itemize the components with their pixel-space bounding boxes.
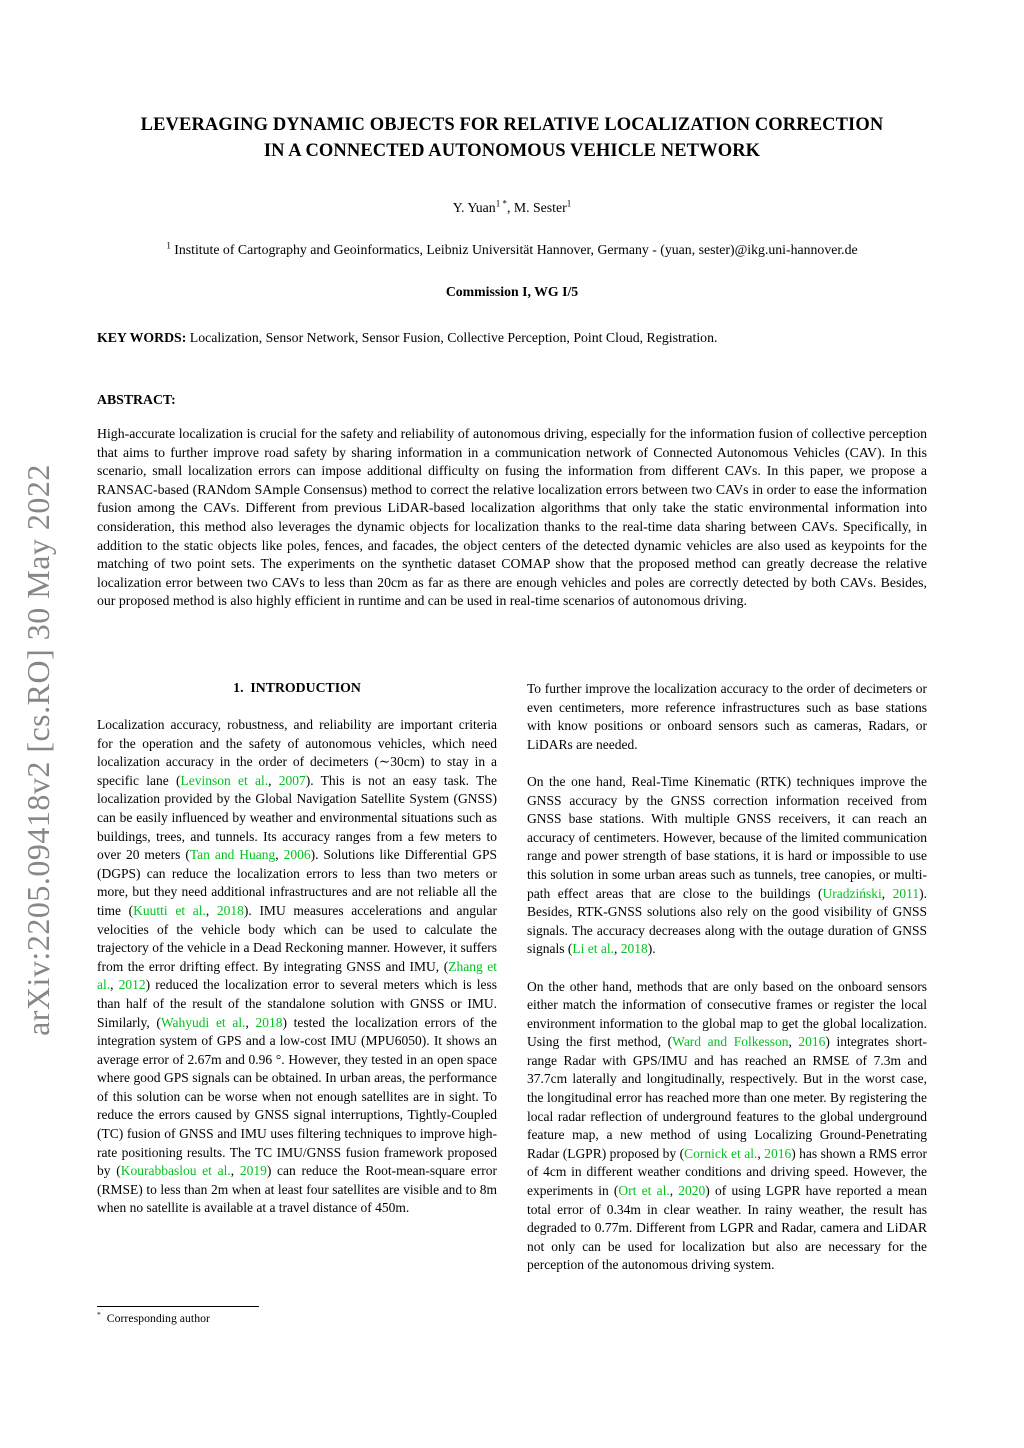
text-segment: , xyxy=(788,1034,799,1050)
text-segment: , xyxy=(881,885,893,901)
citation-link[interactable]: 2018 xyxy=(216,902,244,918)
paper-title-line2: IN A CONNECTED AUTONOMOUS VEHICLE NETWORK xyxy=(263,141,761,161)
paper-page xyxy=(97,0,928,1325)
bold-label: KEY WORDS: xyxy=(97,330,187,345)
text-segment: , xyxy=(268,772,279,788)
text-segment: , xyxy=(669,1183,679,1199)
text-segment: On the other hand, methods that are only based on the onboard sensors either match the information of consecutive frames or register the local environment information to the global map to get the global localization. Using the first method, ( xyxy=(527,978,927,1050)
text-segment: Institute of Cartography and Geoinformatics, Leibniz Universität Hannover, Germany - (yuan, sester)@ikg.uni-hannover.de xyxy=(170,242,858,257)
text-segment: , M. Sester xyxy=(506,200,567,215)
text-segment: Corresponding author xyxy=(100,1311,210,1325)
text-segment: Localization, Sensor Network, Sensor Fusion, Collective Perception, Point Cloud, Registration. xyxy=(186,330,718,345)
paper-title-line1: LEVERAGING DYNAMIC OBJECTS FOR RELATIVE LOCALIZATION CORRECTION xyxy=(140,115,884,135)
keywords-line xyxy=(97,330,927,346)
footnote-rule xyxy=(97,1306,259,1307)
text-segment: ) has shown a RMS error of 4cm in different weather conditions and driving speed. However, the experiments in ( xyxy=(527,1145,927,1199)
paragraph xyxy=(527,773,927,959)
text-segment: ). Solutions like Differential GPS (DGPS) can reduce the localization errors to less than two meters or more, but they need additional infrastructures and are not reliable all the time ( xyxy=(97,847,498,918)
footnote-text xyxy=(97,1311,497,1326)
superscript: 1 xyxy=(566,198,572,209)
text-segment: , xyxy=(245,1014,256,1030)
text-segment: ). Besides, RTK-GNSS solutions also rely on the good visibility of GNSS signals. The accuracy decreases along with the outage duration of GNSS signals ( xyxy=(527,885,928,957)
superscript: * xyxy=(97,1310,101,1320)
authors-line xyxy=(97,200,927,216)
citation-link[interactable]: Wahyudi et al. xyxy=(160,1014,246,1030)
text-segment: ). This is not an easy task. The localization provided by the Global Navigation Satellite System (GNSS) can be easily influenced by weather and environmental situations such as buildings, trees, and tunnels. Its accuracy ranges from a few meters to over 20 meters ( xyxy=(97,772,497,863)
left-column xyxy=(97,680,497,1294)
citation-link[interactable]: 2018 xyxy=(620,941,648,957)
paper-title xyxy=(97,112,927,164)
right-column xyxy=(527,680,927,1294)
citation-link[interactable]: 2020 xyxy=(678,1183,706,1199)
citation-link[interactable]: Kourabbaslou et al. xyxy=(120,1163,231,1179)
text-segment: On the one hand, Real-Time Kinematic (RTK) techniques improve the GNSS accuracy by the GNSS correction information received from GNSS base stations. With multiple GNSS receivers, it can reach an accuracy of centimeters. However, because of the limited communication range and power strength of base stations, it is hard or impossible to use this solution in some urban areas such as tunnels, tree canopies, or multi-path effect areas that are close to the buildings ( xyxy=(527,773,927,901)
citation-link[interactable]: Li et al. xyxy=(572,941,614,957)
citation-link[interactable]: Ort et al. xyxy=(618,1183,670,1199)
two-column-section xyxy=(97,680,927,1294)
citation-link[interactable]: Ward and Folkesson xyxy=(672,1034,789,1050)
text-segment: ). IMU measures accelerations and angular velocities of the vehicle body which can be used to calculate the trajectory of the vehicle in a Dead Reckoning manner. However, it suffers from the error drifting effect. By integrating GNSS and IMU, ( xyxy=(97,902,497,974)
text-segment: , xyxy=(230,1163,240,1179)
citation-link[interactable]: Tan and Huang xyxy=(189,847,276,863)
text-segment: , xyxy=(613,941,621,957)
citation-link[interactable]: Kuutti et al. xyxy=(133,902,206,918)
text-segment: , xyxy=(757,1145,765,1161)
citation-link[interactable]: 2007 xyxy=(278,772,306,788)
text-segment: ) can reduce the Root-mean-square error (RMSE) to less than 2m when at least four satellites are visible and to 8m when no satellite is available at a travel distance of 450m. xyxy=(97,1163,498,1216)
section-heading-introduction: 1. INTRODUCTION xyxy=(233,680,361,695)
citation-link[interactable]: 2012 xyxy=(118,977,146,993)
arxiv-watermark: arXiv:2205.09418v2 [cs.RO] 30 May 2022 xyxy=(20,464,56,1036)
text-segment: ) of using LGPR have reported a mean total error of 0.34m in clear weather. In rainy weather, the result has degraded to 0.77m. Different from LGPR and Radar, camera and LiDAR not only can be used for localization but also are necessary for the perception of the autonomous driving system. xyxy=(527,1183,927,1273)
citation-link[interactable]: Uradziński xyxy=(822,885,882,901)
citation-link[interactable]: 2019 xyxy=(239,1163,267,1179)
text-segment: To further improve the localization accuracy to the order of decimeters or even centimeters, more reference infrastructures such as base stations with know positions or onboard sensors such as cameras, Radars, or LiDARs are needed. xyxy=(527,681,927,752)
text-segment: , xyxy=(205,902,217,918)
superscript: 1 xyxy=(166,240,171,251)
intro-paragraph xyxy=(97,716,497,1218)
text-segment: ). xyxy=(647,941,656,957)
citation-link[interactable]: Cornick et al. xyxy=(684,1145,758,1161)
citation-link[interactable]: Zhang et al. xyxy=(97,958,498,993)
paragraph xyxy=(527,680,927,754)
text-segment: ) tested the localization errors of the integration system of GPS and a low-cost IMU (MPU6050). It shows an average error of 2.67m and 0.96 °. However, they tested in an open space where good GPS signals can be obtained. In urban areas, the performance of this solution can be worse when not enough satellites are in sight. To reduce the errors caused by GNSS signal interruptions, Tightly-Coupled (TC) fusion of GNSS and IMU uses filtering techniques to improve high-rate positioning results. The TC IMU/GNSS fusion framework proposed by ( xyxy=(97,1014,498,1179)
superscript: 1 * xyxy=(495,198,507,209)
citation-link[interactable]: 2016 xyxy=(798,1034,826,1050)
citation-link[interactable]: 2006 xyxy=(283,847,311,863)
citation-link[interactable]: 2018 xyxy=(255,1014,283,1030)
text-segment: ) integrates short-range Radar with GPS/IMU and has reached an RMSE of 7.3m and 37.7cm laterally and longitudinally, respectively. But in the worst case, the longitudinal error has reached more than one meter. By registering the local radar reflection of underground features to the global underground feature map, a new method of using Localizing Ground-Penetrating Radar (LGPR) proposed by ( xyxy=(527,1034,928,1161)
text-segment: Y. Yuan xyxy=(452,200,496,215)
citation-link[interactable]: 2016 xyxy=(764,1145,792,1161)
text-segment: ) reduced the localization error to several meters which is less than half of the result of the standalone solution with GNSS or IMU. Similarly, ( xyxy=(97,977,498,1030)
citation-link[interactable]: 2011 xyxy=(892,885,920,901)
commission-line: Commission I, WG I/5 xyxy=(445,284,579,299)
text-segment: , xyxy=(110,977,119,993)
paragraph xyxy=(527,978,927,1276)
citation-link[interactable]: Levinson et al. xyxy=(180,772,269,788)
abstract-body: High-accurate localization is crucial for the safety and reliability of autonomous driving, especially for the information fusion of collective perception that aims to further improve road safety by sharing information in a communication network of Connected Autonomous Vehicles (CAV). In this scenario, small localization errors can impose additional difficulty on fusing the information from different CAVs. In this paper, we propose a RANSAC-based (RANdom SAmple Consensus) method to correct the relative localization errors between two CAVs in order to ease the information fusion among the CAVs. Different from previous LiDAR-based localization algorithms that only take the static environmental information into consideration, this method also leverages the dynamic objects for localization thanks to the real-time data sharing between CAVs. Specifically, in addition to the static objects like poles, fences, and facades, the object centers of the detected dynamic vehicles are also used as keypoints for the matching of two point sets. The experiments on the synthetic dataset COMAP show that the proposed method can greatly decrease the relative localization error between two CAVs to less than 20cm as far as there are enough vehicles and poles are correctly detected by both CAVs. Besides, our proposed method is also highly efficient in runtime and can be used in real-time scenarios of autonomous driving. xyxy=(97,426,927,609)
text-segment: Localization accuracy, robustness, and reliability are important criteria for the operation and the safety of autonomous vehicles, which need localization accuracy in the order of decimeters (∼30cm) to stay in a specific lane ( xyxy=(97,717,497,788)
affiliation-line xyxy=(97,242,927,258)
text-segment: , xyxy=(275,847,284,863)
footnote xyxy=(97,1306,497,1326)
abstract-heading: ABSTRACT: xyxy=(97,392,176,407)
